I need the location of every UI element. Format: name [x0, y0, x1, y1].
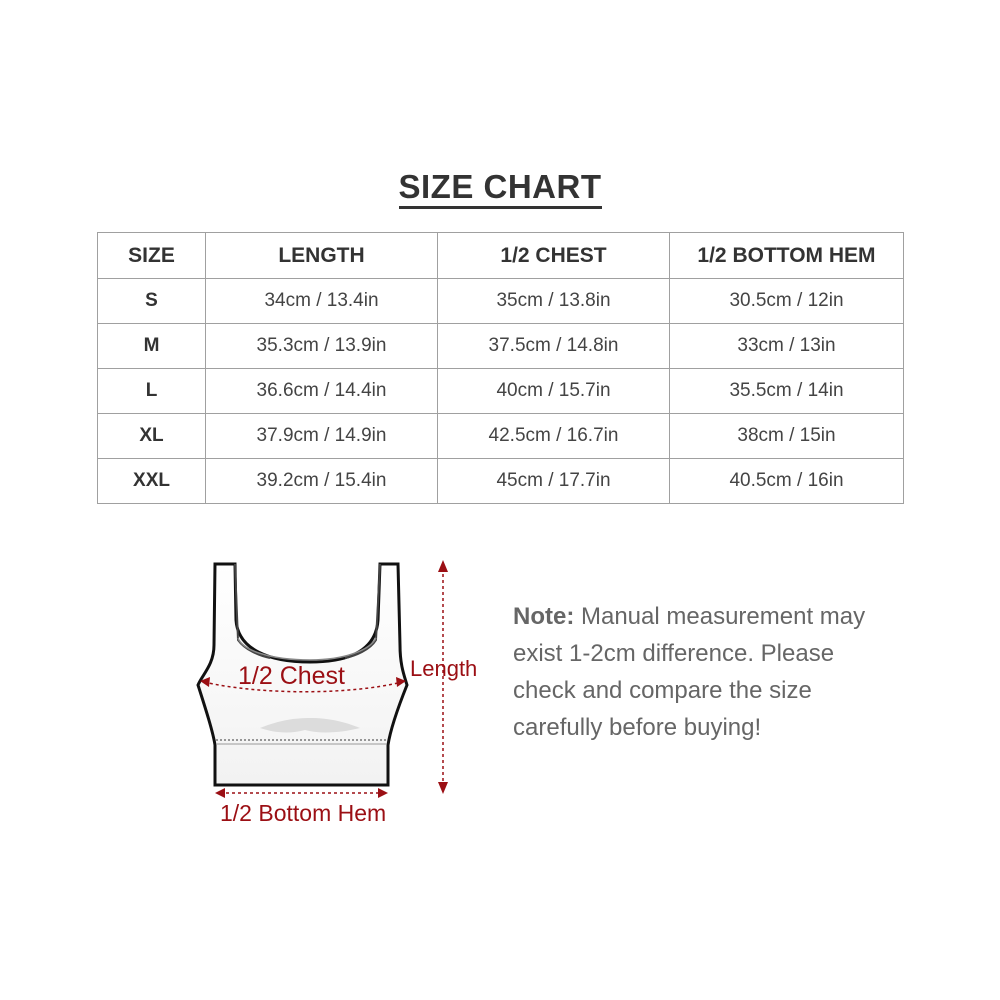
table-row	[98, 279, 904, 324]
table-row	[98, 459, 904, 504]
page-title	[0, 168, 1000, 206]
table-row	[98, 414, 904, 459]
chest-cell: 40cm / 15.7in	[438, 369, 670, 414]
length-cell: 34cm / 13.4in	[206, 279, 438, 324]
length-cell: 37.9cm / 14.9in	[206, 414, 438, 459]
page-title-text: SIZE CHART	[399, 168, 602, 209]
header-bottom-hem: 1/2 BOTTOM HEM	[670, 233, 904, 279]
note-label: Note:	[513, 603, 575, 630]
size-cell: XXL	[98, 459, 206, 504]
hem-arrow-left	[215, 788, 225, 798]
table-row	[98, 369, 904, 414]
length-label: Length	[410, 656, 478, 681]
size-cell: S	[98, 279, 206, 324]
hem-cell: 35.5cm / 14in	[670, 369, 904, 414]
size-cell: XL	[98, 414, 206, 459]
chest-label: 1/2 Chest	[238, 662, 346, 690]
hem-label: 1/2 Bottom Hem	[220, 800, 387, 826]
hem-cell: 30.5cm / 12in	[670, 279, 904, 324]
header-chest: 1/2 CHEST	[438, 233, 670, 279]
crop-top-illustration	[180, 550, 500, 840]
hem-cell: 38cm / 15in	[670, 414, 904, 459]
chest-cell: 35cm / 13.8in	[438, 279, 670, 324]
chest-cell: 37.5cm / 14.8in	[438, 324, 670, 369]
hem-arrow-right	[378, 788, 388, 798]
length-cell: 39.2cm / 15.4in	[206, 459, 438, 504]
note-text	[513, 598, 893, 746]
length-cell: 35.3cm / 13.9in	[206, 324, 438, 369]
table-row	[98, 324, 904, 369]
header-length: LENGTH	[206, 233, 438, 279]
length-arrow-top	[438, 560, 448, 572]
garment-diagram	[180, 550, 500, 840]
length-cell: 36.6cm / 14.4in	[206, 369, 438, 414]
table-header-row	[98, 233, 904, 279]
chest-cell: 45cm / 17.7in	[438, 459, 670, 504]
chest-cell: 42.5cm / 16.7in	[438, 414, 670, 459]
size-cell: M	[98, 324, 206, 369]
strap-left	[235, 564, 270, 658]
size-table	[97, 232, 904, 504]
length-arrow-bottom	[438, 782, 448, 794]
hem-cell: 40.5cm / 16in	[670, 459, 904, 504]
size-cell: L	[98, 369, 206, 414]
hem-cell: 33cm / 13in	[670, 324, 904, 369]
note-body: Manual measurement may exist 1-2cm difference. Please check and compare the size carefully before buying!	[513, 603, 866, 741]
header-size: SIZE	[98, 233, 206, 279]
